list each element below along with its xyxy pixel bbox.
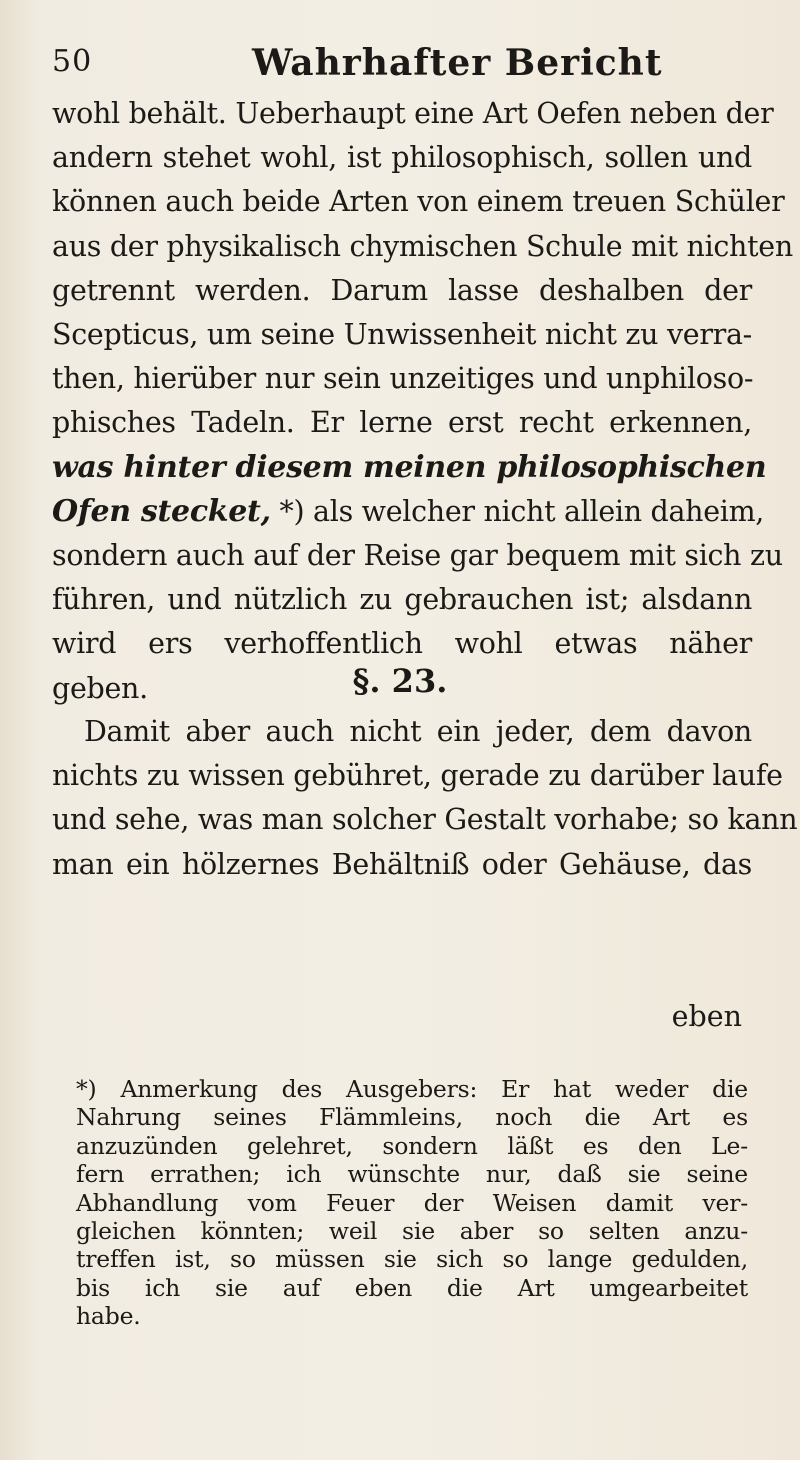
footnote-line: habe.	[76, 1302, 141, 1331]
text-line: sondern auch auf der Reise gar bequem mit sich zu	[52, 539, 783, 573]
footnote-ref-text: *) als welcher nicht allein daheim,	[279, 494, 765, 528]
text-line: getrennt werden. Darum lasse deshalben der	[52, 273, 752, 307]
footnote-line: Nahrung seines Flämmleins, noch die Art es	[76, 1103, 748, 1132]
text-line: phisches Tadeln. Er lerne erst recht erkennen,	[52, 406, 752, 440]
text-line: geben.	[52, 671, 148, 705]
footnote-line: *) Anmerkung des Ausgebers: Er hat weder die	[76, 1075, 748, 1103]
text-line: nichts zu wissen gebühret, gerade zu darüber laufe	[52, 759, 783, 793]
text-line: andern stehet wohl, ist philosophisch, sollen und	[52, 141, 752, 175]
text-line-mixed	[52, 490, 765, 534]
text-line: Scepticus, um seine Unwissenheit nicht zu verra-	[52, 318, 752, 352]
text-line: wird ers verhoffentlich wohl etwas näher	[52, 627, 752, 661]
footnote-line: bis ich sie auf eben die Art umgearbeitet	[76, 1273, 748, 1302]
emphasized-line: was hinter diesem meinen philosophischen	[52, 449, 767, 485]
text-line: Damit aber auch nicht ein jeder, dem davon	[84, 715, 752, 748]
paragraph-2	[52, 710, 798, 887]
emphasized-phrase: Ofen stecket,	[52, 493, 271, 529]
section-heading: §. 23.	[352, 662, 448, 700]
page-number: 50	[52, 44, 93, 79]
text-line: man ein hölzernes Behältniß oder Gehäuse, das	[52, 847, 752, 881]
paragraph-1	[52, 92, 793, 711]
footnote-line: fern errathen; ich wünschte nur, daß sie seine	[76, 1160, 748, 1189]
text-line: können auch beide Arten von einem treuen Schüler	[52, 185, 785, 219]
footnote-line: Abhandlung vom Feuer der Weisen damit ver-	[76, 1188, 748, 1217]
catchword: eben	[671, 1000, 742, 1033]
text-line: wohl behält. Ueberhaupt eine Art Oefen neben der	[52, 97, 774, 130]
page-header	[52, 42, 760, 82]
text-line: führen, und nützlich zu gebrauchen ist; alsdann	[52, 583, 752, 617]
text-line: und sehe, was man solcher Gestalt vorhabe; so kann	[52, 803, 798, 837]
footnote-line: treffen ist, so müssen sie sich so lange gedulden,	[76, 1245, 748, 1274]
running-title: Wahrhafter Bericht	[252, 42, 663, 84]
footnote-line: gleichen könnten; weil sie aber so selten anzu-	[76, 1217, 748, 1246]
footnote-line: anzuzünden gelehret, sondern läßt es den Le-	[76, 1131, 748, 1160]
text-line: then, hierüber nur sein unzeitiges und unphiloso-	[52, 362, 754, 396]
footnote	[76, 1075, 748, 1331]
text-line: aus der physikalisch chymischen Schule mit nichten	[52, 229, 793, 263]
